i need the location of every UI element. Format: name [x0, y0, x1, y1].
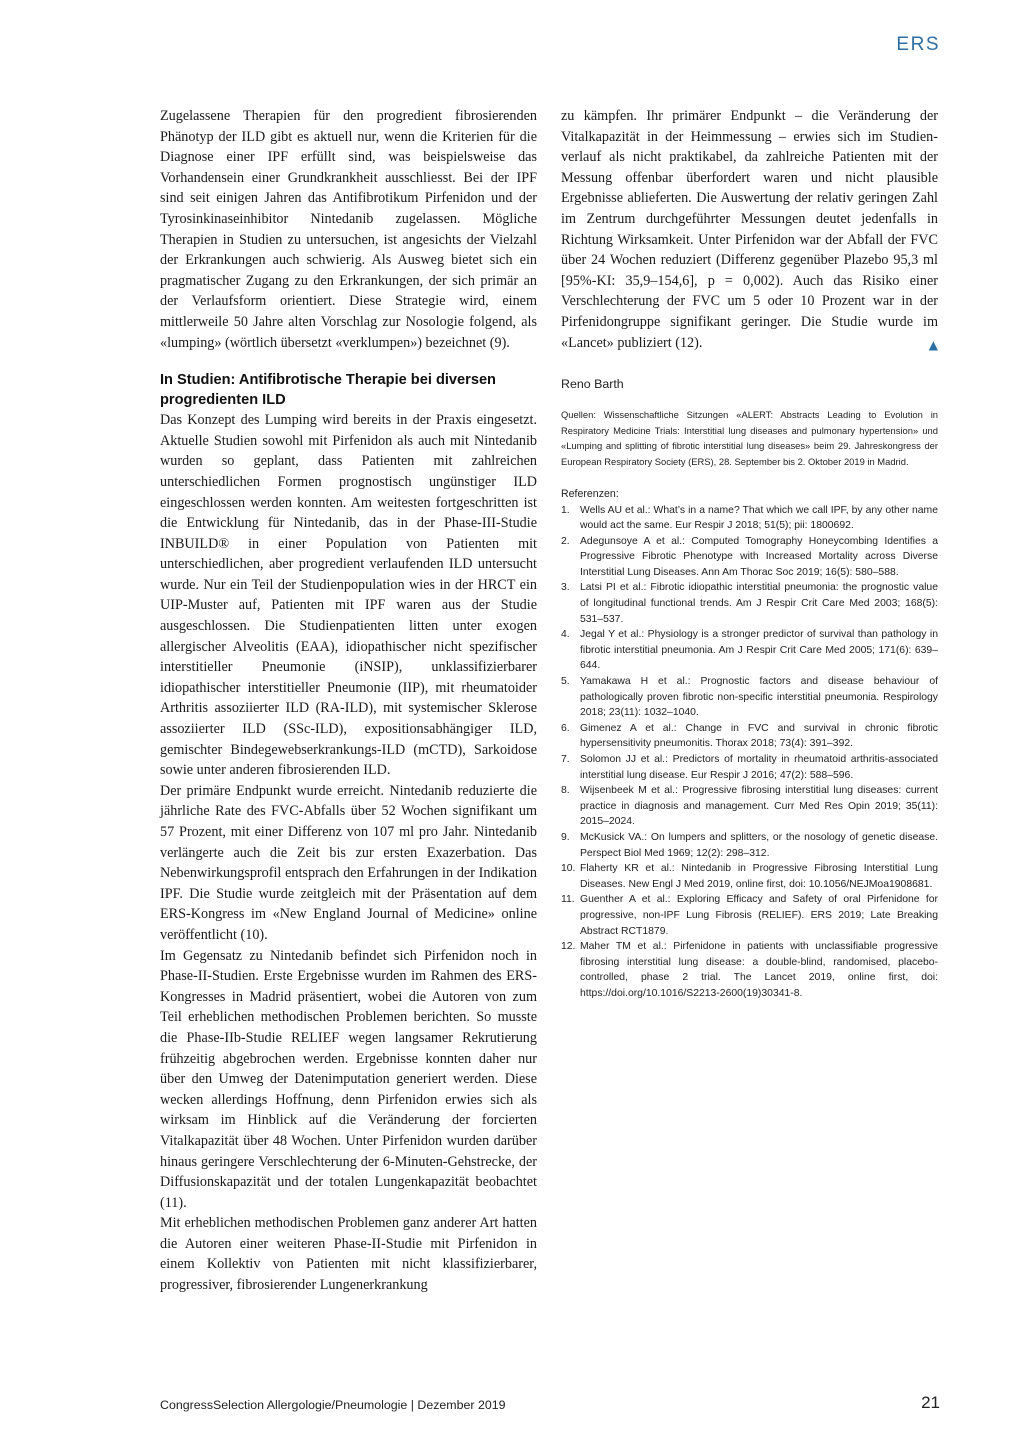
- paragraph: Mit erheblichen methodischen Problemen ganz anderer Art hatten die Autoren einer weiteren Phase-II-Studie mit Pirfenidon in einem Kollektiv von Patienten mit nicht klassifizierbarer, progressiver, fibrosierender Lungenerkrankung: [160, 1215, 537, 1294]
- paragraph: [561, 106, 938, 353]
- section-tag: ERS: [896, 34, 940, 55]
- reference-text: Yamakawa H et al.: Prognostic factors and disease behaviour of pathologically proven fibrotic non-specific interstitial pneumonia. Respirology 2018; 23(11): 1032–1040.: [580, 676, 938, 719]
- reference-item: [561, 892, 938, 939]
- reference-text: Latsi PI et al.: Fibrotic idiopathic interstitial pneumonia: the prognostic value of longitudinal functional trends. Am J Respir Crit Care Med 2003; 168(5): 531–537.: [580, 582, 938, 625]
- reference-item: [561, 534, 938, 581]
- section-heading: In Studien: Antifibrotische Therapie bei diversen progredienten ILD: [160, 372, 496, 408]
- page-number: 21: [921, 1393, 940, 1412]
- reference-number: 6.: [561, 722, 570, 734]
- reference-number: 10.: [561, 863, 576, 875]
- reference-item: [561, 674, 938, 721]
- reference-number: 2.: [561, 535, 570, 547]
- paragraph: Der primäre Endpunkt wurde erreicht. Nintedanib reduzierte die jährliche Rate des FVC-Abfalls über 52 Wochen signifikant um 57 Prozent, mit einer Differenz von 107 ml pro Jahr. Nintedanib verlängerte auch die Zeit bis zur ersten Exazerbation. Das Nebenwirkungsprofil entsprach den Erfahrungen in der Indikation IPF. Die Studie wurde zeitgleich mit der Präsentation auf dem ERS-Kongress im «New England Journal of Medicine» online veröffentlicht (10).: [160, 782, 537, 943]
- reference-item: [561, 861, 938, 892]
- reference-item: [561, 752, 938, 783]
- left-column: [160, 106, 537, 1296]
- reference-number: 11.: [561, 894, 575, 906]
- reference-number: 5.: [561, 676, 570, 688]
- paragraph: Das Konzept des Lumping wird bereits in der Praxis eingesetzt. Aktuelle Studien sowohl mit Pirfenidon als auch mit Nintedanib wurden so geplant, dass Patienten mit zahlreichen unterschiedlichen Formen prognostisch ungünstiger ILD eingeschlossen werden konnten. Am weitesten fortgeschritten ist die Entwicklung für Nintedanib, das in der Phase-III-Studie INBUILD® in einer Population von Patienten mit unterschiedlichen, aber progredient verlaufenden ILD untersucht wurde. Nur ein Teil der Studienpopulation wies in der HRCT ein UIP-Muster auf, Patienten mit IPF waren aus der Studie ausgeschlossen. Die Studienpatienten litten unter exogen allergischer Alveolitis (EAA), idiopathischer nicht spezifischer interstitieller Pneumonie (iNSIP), unklassifizierbarer idiopathischer interstitieller Pneumonie (IIP), mit rheumatoider Arthritis assoziierter ILD (RA-ILD), mit systemischer Sklerose assoziierter ILD (SSc-ILD), expositionsabhängiger ILD, gemischter Bindegewebserkrankungs-ILD (mCTD), Sarkoidose sowie unter anderen fibrosierenden ILD.: [160, 412, 537, 779]
- reference-item: [561, 580, 938, 627]
- paragraph: Im Gegensatz zu Nintedanib befindet sich Pirfenidon noch in Phase-II-Studien. Erste Ergebnisse wurden im Rahmen des ERS-Kongresses in Madrid präsentiert, wobei die Autoren von zum Teil erheblichen methodischen Problemen berichten. So musste die Phase-IIb-Studie RELIEF wegen langsamer Rekrutierung frühzeitig abgebrochen werden. Ergebnisse konnten daher nur über den Umweg der Datenimputation generiert werden. Diese wecken allerdings Hoffnung, denn Pirfenidon erwies sich als wirksam im Hinblick auf die Veränderung der forcierten Vitalkapazität über 48 Wochen. Unter Pirfenidon wurden darüber hinaus geringere Verschlechterung der 6-Minuten-Gehstrecke, der Diffusionskapazität und der totalen Lungenkapazität beobachtet (11).: [160, 947, 537, 1211]
- reference-text: Jegal Y et al.: Physiology is a stronger predictor of survival than pathology in fibrotic interstitial pneumonia. Am J Respir Crit Care Med 2005; 171(6): 639–644.: [580, 629, 938, 672]
- reference-item: [561, 783, 938, 830]
- paragraph-text: zu kämpfen. Ihr primärer Endpunkt – die Veränderung der Vitalkapazität in der Heimmessung – erwies sich im Studienverlauf als nicht praktikabel, da zahlreiche Patienten mit der Messung offenbar überfordert waren und nicht plausible Ergebnisse ablieferten. Die Auswertung der relativ geringen Zahl im Zentrum durchgeführter Messungen deutet jedenfalls in Richtung Wirksamkeit. Unter Pirfenidon war der Abfall der FVC über 24 Wochen reduziert (Differenz gegenüber Plazebo 95,3 ml [95%-KI: 35,9–154,6], p = 0,002). Auch das Risiko einer Verschlechterung der FVC um 5 oder 10 Prozent war in der Pirfenidongruppe signifikant geringer. Die Studie wurde im «Lancet» publiziert (12).: [561, 108, 938, 351]
- references-heading: Referenzen:: [561, 487, 619, 500]
- footer-publication: CongressSelection Allergologie/Pneumologie | Dezember 2019: [160, 1398, 506, 1412]
- right-column: [561, 106, 938, 1002]
- reference-text: Flaherty KR et al.: Nintedanib in Progressive Fibrosing Interstitial Lung Diseases. New Engl J Med 2019, online first, doi: 10.1056/NEJMoa1908681.: [580, 863, 938, 890]
- reference-item: [561, 627, 938, 674]
- author-name: Reno Barth: [561, 377, 624, 392]
- reference-text: Wells AU et al.: What’s in a name? That which we call IPF, by any other name would act the same. Eur Respir J 2018; 51(5); pii: 1800692.: [580, 504, 938, 532]
- reference-number: 9.: [561, 831, 570, 843]
- reference-number: 12.: [561, 941, 576, 953]
- reference-number: 7.: [561, 754, 570, 765]
- reference-text: Solomon JJ et al.: Predictors of mortality in rheumatoid arthritis-associated interstitial lung disease. Eur Respir J 2016; 47(2): 588–596.: [580, 754, 938, 781]
- reference-item: [561, 503, 938, 534]
- reference-number: 1.: [561, 504, 570, 516]
- reference-text: Adegunsoye A et al.: Computed Tomography Honeycombing Identifies a Progressive Fibrotic Phenotype with Increased Mortality across Diverse Interstitial Lung Diseases. Ann Am Thorac Soc 2019; 16(5): 580–588.: [580, 535, 938, 578]
- reference-number: 4.: [561, 629, 570, 641]
- reference-number: 8.: [561, 785, 570, 797]
- reference-text: Gimenez A et al.: Change in FVC and survival in chronic fibrotic hypersensitivity pneumonitis. Thorax 2018; 73(4): 391–392.: [580, 722, 938, 750]
- reference-text: Maher TM et al.: Pirfenidone in patients with unclassifiable progressive fibrosing interstitial lung disease: a double-blind, randomised, placebo-controlled, phase 2 trial. The Lancet 2019, online first, doi: https://doi.org/10.1016/S2213-2600(19)30341-8.: [580, 941, 938, 999]
- reference-item: [561, 721, 938, 752]
- reference-item: [561, 939, 938, 1001]
- references-list: [561, 503, 938, 1002]
- reference-text: Wijsenbeek M et al.: Progressive fibrosing interstitial lung diseases: current practice in diagnosis and management. Curr Med Res Opin 2019; 35(11): 2015–2024.: [580, 785, 938, 828]
- paragraph: Zugelassene Therapien für den progredient fibrosierenden Phänotyp der ILD gibt es aktuell nur, wenn die Kriterien für die Diagnose einer IPF erfüllt sind, was beispielsweise das Vorhandensein einer Grundkrankheit ausschliesst. Bei der IPF sind seit einigen Jahren das Antifibrotikum Pirfenidon und der Tyrosinkinaseinhibitor Nintedanib zugelassen. Mögliche Therapien in Studien zu untersuchen, ist angesichts der Vielzahl der Erkrankungen auch schwierig. Als Ausweg bietet sich ein pragmatischer Zugang zu den Erkrankungen, der sich primär an der Verlaufsform orientiert. Diese Strategie wird, einem mittlerweile 50 Jahre alten Vorschlag zur Nosologie folgend, als «lumping» (wörtlich übersetzt «verklumpen») bezeichnet (9).: [160, 108, 537, 351]
- reference-item: [561, 830, 938, 861]
- reference-text: McKusick VA.: On lumpers and splitters, or the nosology of genetic disease. Perspect Biol Med 1969; 12(2): 298–312.: [580, 831, 938, 859]
- article-end-triangle-icon: ▲: [928, 337, 938, 352]
- reference-text: Guenther A et al.: Exploring Efficacy and Safety of oral Pirfenidone for progressive, non-IPF Lung Fibrosis (RELIEF). ERS 2019; Late Breaking Abstract RCT1879.: [580, 894, 938, 937]
- sources-note: Quellen: Wissenschaftliche Sitzungen «ALERT: Abstracts Leading to Evolution in Respiratory Medicine Trials: Interstitial lung diseases and pulmonary hypertension» und «Lumping and splitting of fibrotic interstitial lung diseases» beim 29. Jahreskongress der European Respiratory Society (ERS), 28. September bis 2. Oktober 2019 in Madrid.: [561, 409, 938, 467]
- reference-number: 3.: [561, 582, 570, 594]
